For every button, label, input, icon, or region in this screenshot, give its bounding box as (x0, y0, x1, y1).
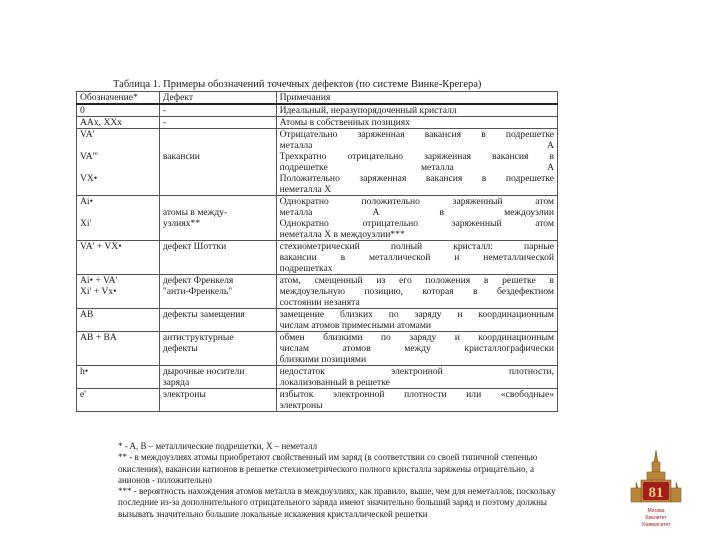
logo-line-1: Москва (647, 508, 665, 514)
symbol-cell (77, 309, 160, 332)
defect-cell-line: дефект Шоттки (162, 241, 227, 252)
note-cell (276, 117, 557, 129)
symbol-cell (77, 389, 160, 412)
defect-cell (159, 309, 276, 332)
defect-cell-line (163, 173, 273, 184)
defect-cell (159, 241, 276, 275)
defect-cell-line: дефекты (162, 343, 198, 354)
symbol-cell (77, 241, 160, 275)
symbol-cell-line: Xi' + Vx• (80, 286, 117, 297)
symbol-cell-line: 0 (80, 105, 85, 116)
note-cell-line: металла А в междоузлии (279, 207, 554, 218)
symbol-cell-line: VX• (80, 173, 98, 184)
table-row (77, 275, 558, 309)
table-row (77, 309, 558, 332)
note-cell (276, 104, 557, 117)
symbol-cell-line: VA' + VX• (80, 241, 122, 252)
note-cell-line: стехиометрический полный кристалл: парные (279, 241, 554, 252)
column-header: Примечания (276, 92, 557, 105)
symbol-cell-line: Ai• (80, 196, 93, 207)
note-cell-line: Атомы в собственных позициях (279, 117, 410, 128)
note-cell-line: Положительно заряженная вакансия в подрешетке (279, 173, 554, 184)
defect-cell-line: вакансии (162, 151, 200, 162)
symbol-cell-line (80, 140, 156, 151)
defect-cell-line: дырочные носители (162, 366, 245, 377)
defect-cell (159, 129, 276, 196)
note-cell-line: Однократно положительно заряженный атом (279, 196, 554, 207)
note-cell (276, 366, 557, 389)
defect-cell-line: узлиях** (162, 218, 201, 229)
defect-cell-line (163, 129, 273, 140)
note-cell-line: числам атомов между кристаллографически (279, 343, 554, 354)
symbol-cell (77, 117, 160, 129)
note-cell-line: числам атомов примесными атомами (279, 320, 432, 331)
note-cell-line: неметалла Х (279, 184, 332, 195)
symbol-cell (77, 332, 160, 366)
defect-cell-line (163, 140, 273, 151)
note-cell-line: локализованный в решетке (279, 377, 390, 388)
note-cell-line: междоузельную позицию, которая в бездефектном (279, 286, 554, 297)
note-cell (276, 275, 557, 309)
symbol-cell (77, 129, 160, 196)
table-row (77, 196, 558, 241)
symbol-cell (77, 104, 160, 117)
symbol-cell-line: AAx, XXx (80, 117, 123, 128)
note-cell (276, 196, 557, 241)
note-cell (276, 309, 557, 332)
defect-cell (159, 275, 276, 309)
table-row (77, 129, 558, 196)
symbol-cell (77, 366, 160, 389)
defect-cell-line: заряда (162, 377, 190, 388)
defect-cell-line: атомы в между- (162, 207, 228, 218)
note-cell-line: электроны (279, 400, 323, 411)
note-cell (276, 332, 557, 366)
defect-cell-line: - (162, 117, 167, 128)
note-cell-line: металла А (279, 140, 554, 151)
note-cell-line: недостаток электронной плотности, (279, 366, 554, 377)
symbol-cell-line: VA''' (80, 151, 98, 162)
table-row (77, 366, 558, 389)
defect-cell-line: антиструктурные (162, 332, 234, 343)
table-row (77, 117, 558, 129)
note-cell (276, 129, 557, 196)
defect-cell (159, 196, 276, 241)
symbol-cell-line: AB (80, 309, 94, 320)
defect-cell (159, 389, 276, 412)
table-row (77, 389, 558, 412)
defect-cell (159, 366, 276, 389)
note-cell-line: замещение близких по заряду и координационным (279, 309, 554, 320)
symbol-cell-line (80, 207, 156, 218)
note-cell-line: вакансии в металлической и неметаллической (279, 252, 554, 263)
defects-table (76, 91, 558, 412)
university-logo (625, 448, 687, 536)
table-caption: Таблица 1. Примеры обозначений точечных дефектов (по системе Винке-Крегера) (113, 79, 482, 90)
note-cell-line: обмен близкими по заряду и координационным (279, 332, 554, 343)
note-cell-line: Трехкратно отрицательно заряженная вакансия в (279, 151, 554, 162)
symbol-cell-line: VA' (80, 129, 95, 140)
symbol-cell-line: AB + BA (80, 332, 117, 343)
defect-cell-line: - (162, 105, 167, 116)
defect-cell-line (163, 196, 273, 207)
column-header: Дефект (159, 92, 276, 105)
logo-line-3: Университет (641, 522, 671, 528)
footnote: * - A, B – металлические подрешетки, Х – неметалл (118, 441, 318, 451)
logo-line-2: Квалитет (645, 515, 667, 521)
note-cell-line: близкими позициями (279, 354, 367, 365)
logo-number: 81 (648, 485, 664, 501)
symbol-cell-line: e' (80, 389, 86, 400)
defect-cell-line (163, 162, 273, 173)
symbol-cell-line: h• (80, 366, 89, 377)
note-cell-line: неметалла Х в междоузлии*** (279, 229, 405, 240)
defect-cell (159, 104, 276, 117)
note-cell-line: Идеальный, неразупорядоченный кристалл (279, 105, 457, 116)
note-cell (276, 241, 557, 275)
column-header: Обозначение* (77, 92, 160, 105)
note-cell-line: Однократно отрицательно заряженный атом (279, 218, 554, 229)
note-cell-line: избыток электронной плотности или «свободные» (279, 389, 554, 400)
defect-cell (159, 117, 276, 129)
symbol-cell (77, 196, 160, 241)
table-header-row (77, 92, 558, 105)
note-cell-line: Отрицательно заряженная вакансия в подрешетке (279, 129, 554, 140)
defect-cell (159, 332, 276, 366)
defect-cell-line: "анти-Френкель" (162, 286, 233, 297)
symbol-cell (77, 275, 160, 309)
defect-cell-line: дефекты замещения (162, 309, 245, 320)
symbol-cell-line: Xi' (80, 218, 92, 229)
note-cell-line: подрешетке металла А (279, 162, 554, 173)
note-cell (276, 389, 557, 412)
footnote: ** - в междоузлиях атомы приобретают свойственный им заряд (в соответствии со своей типичной степенью окисления), вакансии катионов в решетке стехиометрического полного кристалла заряжены отрицательно, а анионов - положительно (118, 452, 538, 485)
table-row (77, 241, 558, 275)
table-row (77, 332, 558, 366)
note-cell-line: состоянии незанята (279, 297, 360, 308)
table-row (77, 104, 558, 117)
footnotes (118, 441, 558, 520)
defect-cell-line: электроны (162, 389, 206, 400)
defect-cell-line: дефект Френкеля (162, 275, 234, 286)
symbol-cell-line (80, 162, 156, 173)
note-cell-line: атом, смещенный из его положения в решетке в (279, 275, 554, 286)
note-cell-line: подрешетках (279, 263, 333, 274)
symbol-cell-line: Ai• + VA' (80, 275, 118, 286)
footnote: *** - вероятность нахождения атомов металла в междоузлиях, как правило, выше, чем для неметаллов, поскольку последние из-за дополнительного отрицательного заряда имеют значительно больший заряд и поэтому должны вызывать значительно большие локальные искажения кристаллической решетки (118, 486, 556, 519)
